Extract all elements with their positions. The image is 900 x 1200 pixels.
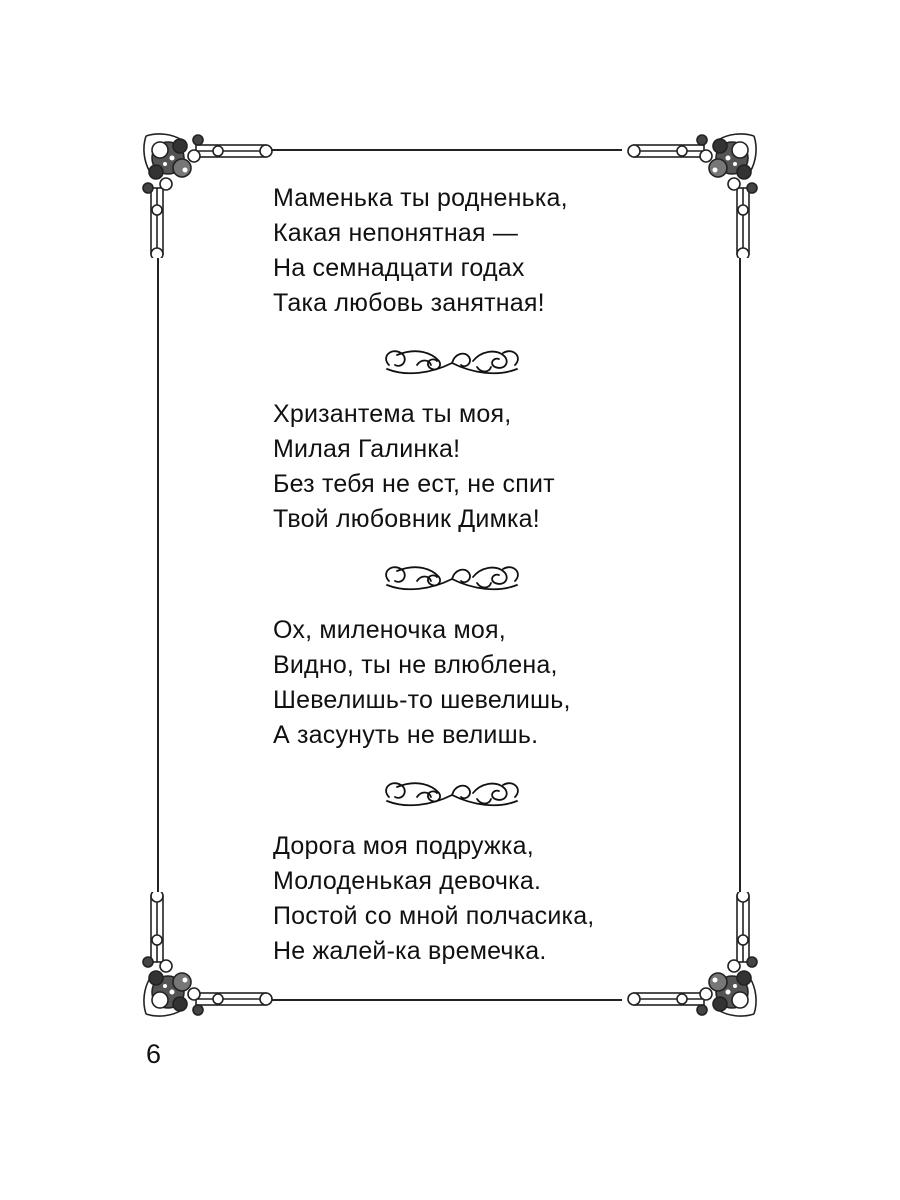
stanza-1 (273, 181, 693, 321)
poem-line: Ох, миленочка моя, (273, 616, 506, 644)
ornamental-flourish-icon (377, 559, 527, 597)
poem-line: Без тебя не ест, не спит (273, 470, 555, 498)
stanza-3 (273, 613, 693, 753)
frame-left-line (157, 250, 159, 900)
poem-line: Твой любовник Димка! (273, 505, 540, 533)
poem-line: Маменька ты родненька, (273, 184, 568, 212)
frame-right-line (739, 250, 741, 900)
ornamental-flourish-icon (377, 775, 527, 813)
poem-line: Какая непонятная — (273, 219, 519, 247)
poem-line: Така любовь занятная! (273, 289, 545, 317)
poem-line: А засунуть не велишь. (273, 721, 539, 749)
corner-ornament-top-left-icon (138, 128, 278, 258)
corner-ornament-bottom-left-icon (138, 892, 278, 1022)
poem-line: Хризантема ты моя, (273, 400, 512, 428)
poem-line: Молоденькая девочка. (273, 867, 542, 895)
frame-bottom-line (270, 999, 622, 1001)
ornamental-flourish-icon (377, 343, 527, 381)
frame-top-line (270, 149, 622, 151)
poem-line: Не жалей-ка времечка. (273, 937, 547, 965)
poem-line: Видно, ты не влюблена, (273, 651, 558, 679)
poem-line: Милая Галинка! (273, 435, 461, 463)
poem-line: Дорога моя подружка, (273, 832, 534, 860)
stanza-2 (273, 397, 693, 537)
stanza-4 (273, 829, 693, 969)
poem-line: Постой со мной полчасика, (273, 902, 595, 930)
poem-line: На семнадцати годах (273, 254, 525, 282)
poem-line: Шевелишь-то шевелишь, (273, 686, 571, 714)
page-number: 6 (146, 1039, 162, 1069)
poem-body (273, 181, 693, 969)
